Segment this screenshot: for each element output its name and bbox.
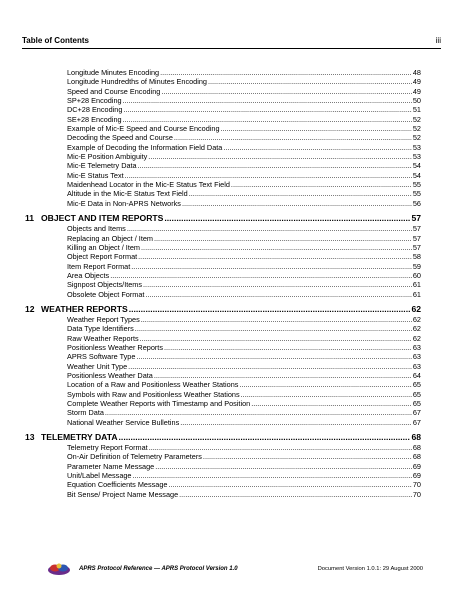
toc-entry[interactable]: [22, 418, 441, 427]
toc-entry-page: 59: [412, 261, 421, 271]
section-title: TELEMETRY DATA: [41, 432, 118, 443]
toc-entry-label: Symbols with Raw and Positionless Weather Stations: [67, 389, 240, 399]
toc-entry[interactable]: [22, 224, 441, 233]
toc-entry[interactable]: [22, 171, 441, 180]
toc-entry-label: Example of Decoding the Information Field Data: [67, 142, 223, 152]
toc-entry[interactable]: [22, 324, 441, 333]
toc-entry[interactable]: [22, 252, 441, 261]
header-page-number: iii: [435, 36, 441, 45]
toc-entry[interactable]: [22, 490, 441, 499]
dot-leader: [123, 115, 412, 124]
toc-entry-label: Mic-E Data in Non-APRS Networks: [67, 198, 181, 208]
toc-entry-page: 57: [412, 224, 421, 234]
toc-entry-label: Killing an Object / Item: [67, 242, 141, 252]
toc-entry[interactable]: [22, 334, 441, 343]
toc-entry-label: Objects and Items: [67, 224, 126, 234]
dot-leader: [154, 371, 412, 380]
toc-entry[interactable]: [22, 390, 441, 399]
table-of-contents: [22, 68, 441, 499]
toc-entry[interactable]: [22, 124, 441, 133]
toc-entry-label: Speed and Course Encoding: [67, 86, 161, 96]
dot-leader: [161, 87, 412, 96]
toc-entry-label: On-Air Definition of Telemetry Parameters: [67, 452, 202, 462]
toc-entry-page: 68: [412, 452, 421, 462]
dot-leader: [164, 212, 410, 224]
toc-entry-label: Decoding the Speed and Course: [67, 133, 173, 143]
toc-entry-label: SE+28 Encoding: [67, 114, 122, 124]
dot-leader: [119, 431, 411, 443]
toc-entry-label: Data Type Identifiers: [67, 324, 134, 334]
dot-leader: [143, 280, 412, 289]
toc-entry-page: 55: [412, 180, 421, 190]
dot-leader: [141, 243, 412, 252]
dot-leader: [138, 161, 412, 170]
footer-version: Document Version 1.0.1: 29 August 2000: [317, 566, 423, 572]
toc-entry[interactable]: [22, 133, 441, 142]
toc-entry-page: 65: [412, 389, 421, 399]
toc-entry-page: 52: [412, 124, 421, 134]
toc-entry-page: 60: [412, 270, 421, 280]
toc-entry-label: Longitude Hundredths of Minutes Encoding: [67, 77, 207, 87]
dot-leader: [149, 443, 412, 452]
dot-leader: [180, 418, 412, 427]
toc-entry[interactable]: [22, 443, 441, 452]
toc-entry-label: National Weather Service Bulletins: [67, 417, 180, 427]
toc-entry-page: 55: [412, 189, 421, 199]
toc-entry-page: 63: [412, 342, 421, 352]
toc-entry[interactable]: [22, 480, 441, 489]
toc-entry[interactable]: [22, 77, 441, 86]
dot-leader: [138, 252, 412, 261]
toc-entry-label: Longitude Minutes Encoding: [67, 68, 160, 77]
toc-entry[interactable]: [22, 371, 441, 380]
dot-leader: [136, 352, 411, 361]
dot-leader: [123, 96, 412, 105]
toc-entry-page: 70: [412, 480, 421, 490]
dot-leader: [148, 152, 412, 161]
toc-entry[interactable]: [22, 199, 441, 208]
toc-entry-label: Storm Data: [67, 408, 104, 418]
toc-entry-page: 52: [412, 133, 421, 143]
toc-entry[interactable]: [22, 399, 441, 408]
toc-entry-page: 49: [412, 86, 421, 96]
toc-entry-page: 68: [412, 443, 421, 453]
dot-leader: [251, 399, 412, 408]
dot-leader: [164, 343, 412, 352]
toc-entry[interactable]: [22, 161, 441, 170]
toc-entry-page: 49: [412, 77, 421, 87]
toc-entry-label: Example of Mic-E Speed and Course Encoding: [67, 124, 220, 134]
toc-entry-page: 53: [412, 142, 421, 152]
toc-entry-page: 63: [412, 352, 421, 362]
section-page: 68: [411, 432, 421, 443]
toc-entry[interactable]: [22, 343, 441, 352]
dot-leader: [241, 390, 412, 399]
toc-entry[interactable]: [22, 290, 441, 299]
section-title: OBJECT AND ITEM REPORTS: [41, 213, 164, 224]
toc-section-heading[interactable]: [22, 212, 441, 224]
dot-leader: [160, 68, 412, 77]
dot-leader: [231, 180, 412, 189]
section-number: 13: [25, 432, 35, 443]
toc-entry[interactable]: [22, 180, 441, 189]
toc-entry-label: Mic-E Status Text: [67, 170, 124, 180]
toc-entry[interactable]: [22, 280, 441, 289]
toc-entry-label: Parameter Name Message: [67, 461, 155, 471]
toc-entry-page: 62: [412, 314, 421, 324]
dot-leader: [203, 452, 412, 461]
toc-entry[interactable]: [22, 352, 441, 361]
toc-entry[interactable]: [22, 408, 441, 417]
toc-entry-label: Obsolete Object Format: [67, 289, 145, 299]
toc-entry-label: Bit Sense/ Project Name Message: [67, 489, 179, 499]
toc-entry-page: 50: [412, 96, 421, 106]
toc-entry[interactable]: [22, 362, 441, 371]
toc-entry-page: 54: [412, 170, 421, 180]
section-page: 57: [411, 213, 421, 224]
toc-entry-label: Mic-E Position Ambiguity: [67, 152, 148, 162]
toc-entry[interactable]: [22, 96, 441, 105]
dot-leader: [145, 290, 411, 299]
toc-entry-page: 57: [412, 242, 421, 252]
toc-entry-label: Positionless Weather Data: [67, 370, 153, 380]
toc-entry-label: Positionless Weather Reports: [67, 342, 163, 352]
toc-entry-label: APRS Software Type: [67, 352, 136, 362]
toc-entry-label: Complete Weather Reports with Timestamp and Position: [67, 399, 251, 408]
toc-entry-page: 51: [412, 105, 421, 115]
toc-entry-label: Weather Unit Type: [67, 361, 128, 371]
dot-leader: [221, 124, 412, 133]
toc-entry-label: Altitude in the Mic-E Status Text Field: [67, 189, 188, 199]
toc-entry-page: 70: [412, 489, 421, 499]
toc-entry[interactable]: [22, 68, 441, 77]
toc-entry-label: Raw Weather Reports: [67, 333, 139, 343]
toc-entry-label: Unit/Label Message: [67, 471, 132, 481]
footer-reference: APRS Protocol Reference — APRS Protocol Version 1.0: [79, 566, 238, 572]
dot-leader: [223, 143, 412, 152]
toc-entry[interactable]: [22, 315, 441, 324]
toc-entry-label: Item Report Format: [67, 261, 131, 271]
dot-leader: [123, 105, 412, 114]
dot-leader: [182, 199, 412, 208]
dot-leader: [155, 462, 412, 471]
toc-entry-page: 53: [412, 152, 421, 162]
dot-leader: [174, 133, 412, 142]
toc-entry-page: 62: [412, 333, 421, 343]
toc-entry[interactable]: [22, 271, 441, 280]
toc-entry-page: 67: [412, 417, 421, 427]
dot-leader: [140, 334, 412, 343]
toc-entry-page: 57: [412, 233, 421, 243]
dot-leader: [141, 315, 412, 324]
dot-leader: [168, 480, 411, 489]
toc-entry-label: DC+28 Encoding: [67, 105, 123, 115]
toc-entry-label: Mic-E Telemetry Data: [67, 161, 137, 171]
dot-leader: [135, 324, 412, 333]
toc-entry-page: 58: [412, 252, 421, 262]
toc-entry-page: 62: [412, 324, 421, 334]
toc-entry-page: 67: [412, 408, 421, 418]
dot-leader: [125, 171, 412, 180]
toc-entry-page: 61: [412, 280, 421, 290]
section-title: WEATHER REPORTS: [41, 303, 128, 314]
dot-leader: [179, 490, 412, 499]
toc-entry[interactable]: [22, 143, 441, 152]
dot-leader: [189, 189, 412, 198]
toc-entry-page: 63: [412, 361, 421, 371]
dot-leader: [127, 224, 412, 233]
dot-leader: [131, 262, 412, 271]
toc-entry[interactable]: [22, 380, 441, 389]
toc-entry[interactable]: [22, 189, 441, 198]
toc-entry[interactable]: [22, 87, 441, 96]
toc-entry-label: Weather Report Types: [67, 314, 140, 324]
dot-leader: [239, 380, 411, 389]
page-footer: [22, 562, 441, 578]
toc-entry-label: Equation Coefficients Message: [67, 480, 168, 490]
toc-entry[interactable]: [22, 115, 441, 124]
toc-entry-label: Maidenhead Locator in the Mic-E Status Text Field: [67, 180, 230, 190]
toc-entry[interactable]: [22, 105, 441, 114]
dot-leader: [208, 77, 412, 86]
aprs-logo-icon: [46, 562, 72, 576]
toc-entry[interactable]: [22, 243, 441, 252]
dot-leader: [129, 303, 411, 315]
toc-entry-label: Replacing an Object / Item: [67, 233, 153, 243]
toc-entry-page: 56: [412, 198, 421, 208]
toc-entry[interactable]: [22, 462, 441, 471]
section-number: 11: [25, 213, 35, 224]
page-header: [22, 36, 441, 49]
toc-section-heading[interactable]: [22, 303, 441, 315]
toc-entry-label: Area Objects: [67, 270, 110, 280]
dot-leader: [133, 471, 412, 480]
toc-entry-label: Telemetry Report Format: [67, 443, 148, 453]
toc-entry-page: 61: [412, 289, 421, 299]
toc-entry[interactable]: [22, 152, 441, 161]
dot-leader: [105, 408, 412, 417]
toc-entry[interactable]: [22, 262, 441, 271]
toc-entry-page: 65: [412, 380, 421, 390]
section-page: 62: [411, 303, 421, 314]
toc-entry-page: 52: [412, 114, 421, 124]
header-title: Table of Contents: [22, 36, 89, 45]
toc-entry-page: 65: [412, 399, 421, 408]
toc-entry-label: Signpost Objects/Items: [67, 280, 143, 290]
toc-entry-page: 54: [412, 161, 421, 171]
toc-entry[interactable]: [22, 471, 441, 480]
dot-leader: [154, 234, 412, 243]
toc-entry[interactable]: [22, 234, 441, 243]
toc-entry-label: Location of a Raw and Positionless Weather Stations: [67, 380, 239, 390]
toc-section-heading[interactable]: [22, 431, 441, 443]
toc-entry-page: 64: [412, 370, 421, 380]
section-number: 12: [25, 303, 35, 314]
dot-leader: [110, 271, 412, 280]
toc-entry-page: 69: [412, 471, 421, 481]
toc-entry-label: SP+28 Encoding: [67, 96, 122, 106]
toc-entry-label: Object Report Format: [67, 252, 138, 262]
toc-entry[interactable]: [22, 452, 441, 461]
toc-entry-page: 69: [412, 461, 421, 471]
toc-entry-page: 48: [412, 68, 421, 77]
dot-leader: [128, 362, 412, 371]
